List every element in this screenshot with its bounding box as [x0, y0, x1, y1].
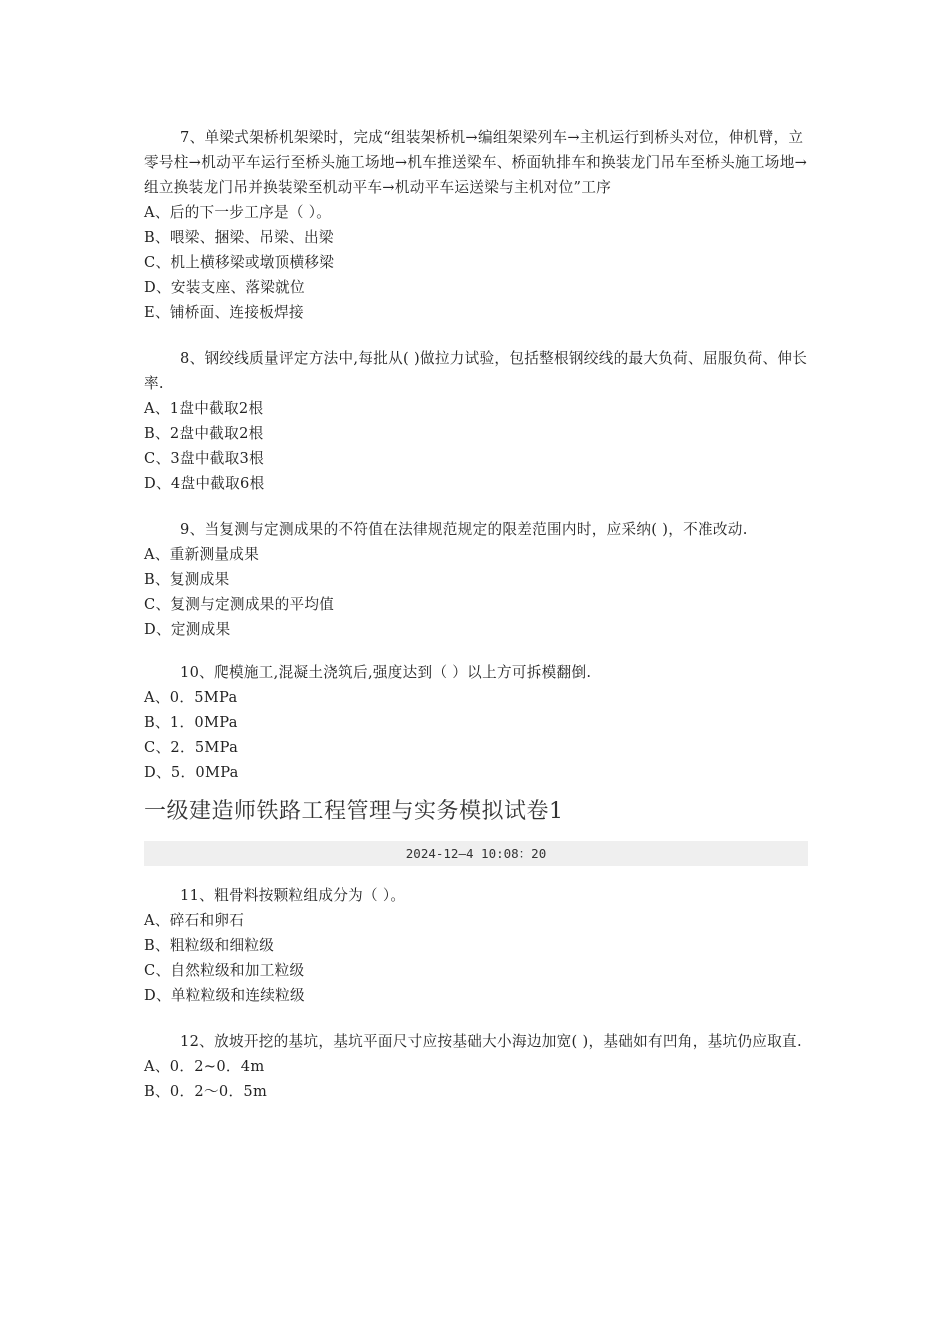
- option-a: A、碎石和卵石: [144, 912, 245, 929]
- option-b: B、复测成果: [144, 571, 230, 588]
- option-b: B、粗粒级和细粒级: [144, 937, 275, 954]
- option-b: B、喂梁、捆梁、吊梁、出梁: [144, 229, 334, 246]
- question-stem: 11、粗骨料按颗粒组成分为（ ）。: [180, 887, 406, 904]
- question-7: [144, 125, 808, 325]
- option-a: A、重新测量成果: [144, 546, 260, 563]
- question-8: [144, 346, 808, 496]
- option-d: D、定测成果: [144, 621, 231, 638]
- section-title: 一级建造师铁路工程管理与实务模拟试卷1: [144, 799, 564, 824]
- question-stem: 8、钢绞线质量评定方法中,每批从( )做拉力试验，包括整根钢绞线的最大负荷、屈服负荷、伸长率.: [144, 350, 808, 392]
- question-stem: 7、单梁式架桥机架梁时，完成“组装架桥机→编组架梁列车→主机运行到桥头对位，伸机臂，立零号柱→机动平车运行至桥头施工场地→机车推送梁车、桥面轨排车和换装龙门吊车至桥头施工场地→组立换装龙门吊并换装梁至机动平车→机动平车运送梁与主机对位”工序: [144, 129, 808, 196]
- option-e: E、铺桥面、连接板焊接: [144, 304, 304, 321]
- option-d: D、安装支座、落梁就位: [144, 279, 305, 296]
- option-c: C、机上横移梁或墩顶横移梁: [144, 254, 335, 271]
- date-bar: 2024-12—4 10:08：20: [144, 841, 808, 866]
- option-d: D、单粒粒级和连续粒级: [144, 987, 305, 1004]
- option-a: A、0．5MPa: [144, 689, 238, 706]
- option-a: A、后的下一步工序是（ ）。: [144, 204, 332, 221]
- option-c: C、2．5MPa: [144, 739, 239, 756]
- question-stem: 12、放坡开挖的基坑，基坑平面尺寸应按基础大小海边加宽( )，基础如有凹角，基坑仍应取直.: [180, 1033, 802, 1050]
- option-b: B、2盘中截取2根: [144, 425, 264, 442]
- question-9: [144, 517, 808, 642]
- option-a: A、0．2~0．4m: [144, 1058, 265, 1075]
- document-content: [144, 125, 808, 1104]
- option-b: B、1．0MPa: [144, 714, 238, 731]
- question-10: [144, 660, 808, 785]
- question-stem: 10、爬模施工,混凝土浇筑后,强度达到（ ）以上方可拆模翻倒.: [180, 664, 592, 681]
- option-c: C、自然粒级和加工粒级: [144, 962, 305, 979]
- option-c: C、复测与定测成果的平均值: [144, 596, 335, 613]
- option-d: D、5．0MPa: [144, 764, 239, 781]
- question-stem: 9、当复测与定测成果的不符值在法律规范规定的限差范围内时，应采纳( )，不准改动.: [180, 521, 748, 538]
- option-a: A、1盘中截取2根: [144, 400, 264, 417]
- option-d: D、4盘中截取6根: [144, 475, 265, 492]
- question-12: [144, 1029, 808, 1104]
- question-11: [144, 883, 808, 1008]
- option-c: C、3盘中截取3根: [144, 450, 264, 467]
- option-b: B、0．2～0．5m: [144, 1083, 268, 1100]
